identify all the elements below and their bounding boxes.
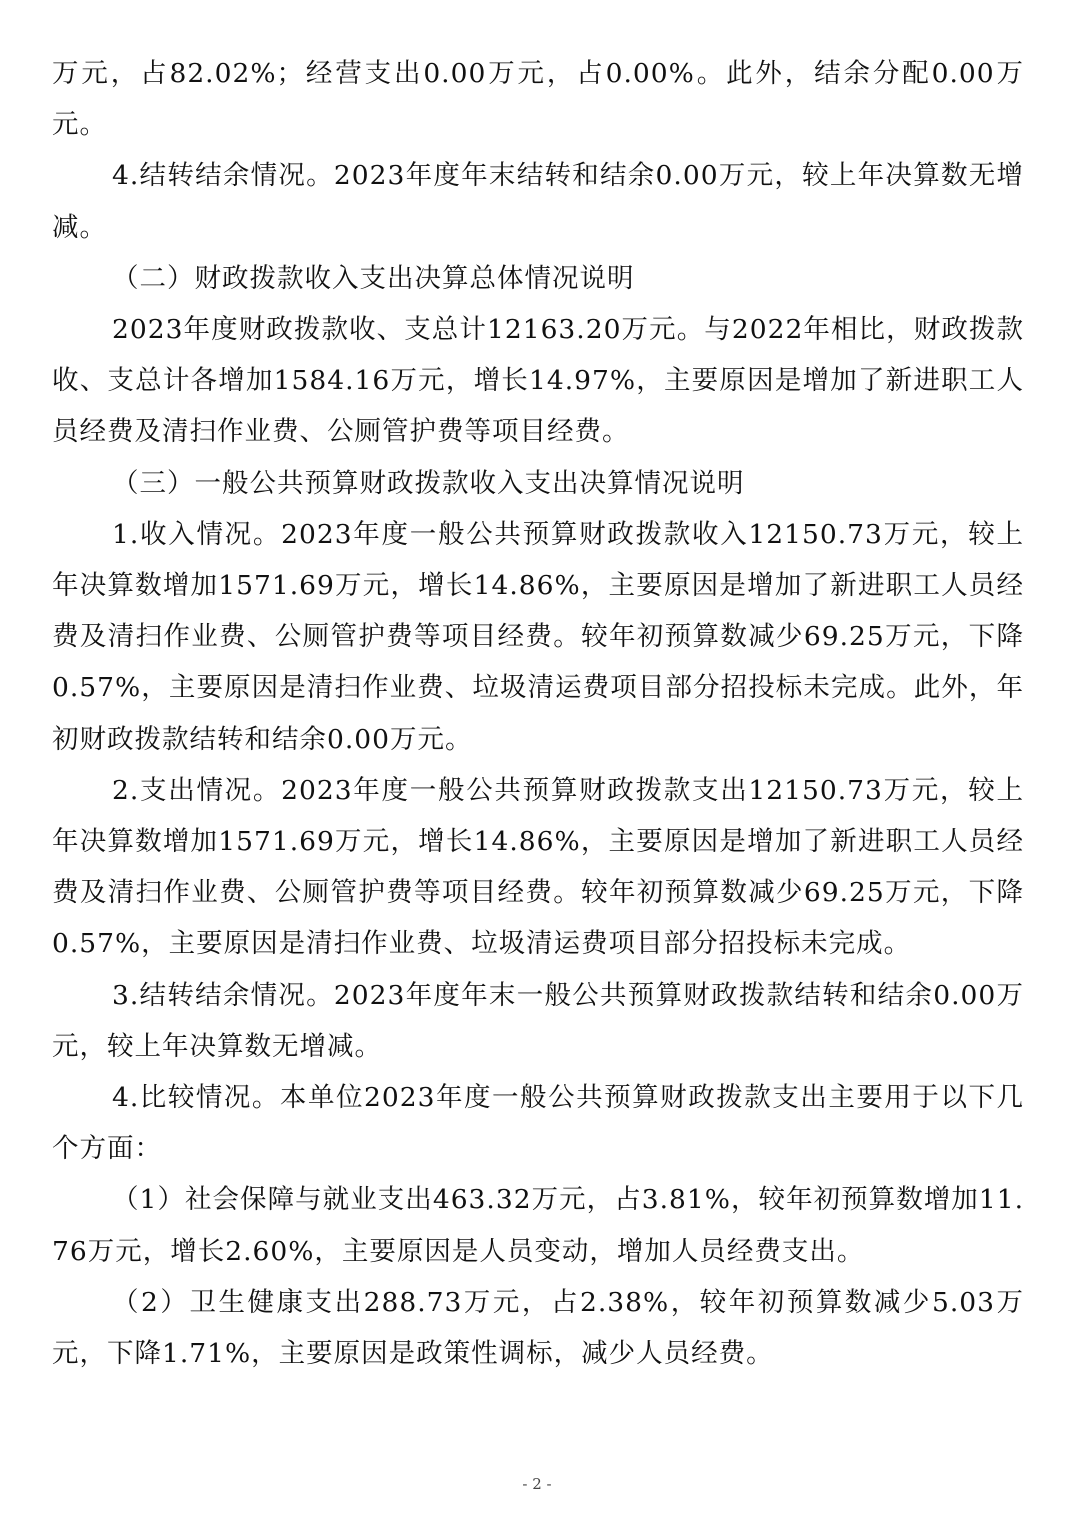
paragraph-expenditure: 2.支出情况。2023年度一般公共预算财政拨款支出12150.73万元，较上年决算数增加1571.69万元，增长14.86%，主要原因是增加了新进职工人员经费及清扫作业费、公厕管护费等项目经费。较年初预算数减少69.25万元，下降0.57%，主要原因是清扫作业费、垃圾清运费项目部分招投标未完成。 [52, 774, 1024, 960]
paragraph-balance: 3.结转结余情况。2023年度年末一般公共预算财政拨款结转和结余0.00万元，较上年决算数无增减。 [52, 979, 1024, 1062]
page-number: - 2 - [522, 1475, 552, 1493]
paragraph-fiscal-appropriation-total: 2023年度财政拨款收、支总计12163.20万元。与2022年相比，财政拨款收、支总计各增加1584.16万元，增长14.97%，主要原因是增加了新进职工人员经费及清扫作业费、公厕管护费等项目经费。 [52, 314, 1024, 448]
paragraph-continuation: 万元，占82.02%；经营支出0.00万元，占0.00%。此外，结余分配0.00万元。 [52, 58, 1024, 141]
section-heading-general-public-budget: （三）一般公共预算财政拨款收入支出决算情况说明 [112, 467, 745, 499]
paragraph-social-security: （1）社会保障与就业支出463.32万元，占3.81%，较年初预算数增加11.76万元，增长2.60%，主要原因是人员变动，增加人员经费支出。 [52, 1184, 1024, 1267]
section-heading-fiscal-appropriation: （二）财政拨款收入支出决算总体情况说明 [112, 262, 635, 294]
paragraph-health: （2）卫生健康支出288.73万元，占2.38%，较年初预算数减少5.03万元，下降1.71%，主要原因是政策性调标，减少人员经费。 [52, 1286, 1024, 1370]
paragraph-income: 1.收入情况。2023年度一般公共预算财政拨款收入12150.73万元，较上年决算数增加1571.69万元，增长14.86%，主要原因是增加了新进职工人员经费及清扫作业费、公厕管护费等项目经费。较年初预算数减少69.25万元，下降0.57%，主要原因是清扫作业费、垃圾清运费项目部分招投标未完成。此外，年初财政拨款结转和结余0.00万元。 [52, 518, 1024, 755]
paragraph-carryover-balance: 4.结转结余情况。2023年度年末结转和结余0.00万元，较上年决算数无增减。 [52, 160, 1024, 243]
document-body [52, 48, 1024, 1379]
paragraph-comparison: 4.比较情况。本单位2023年度一般公共预算财政拨款支出主要用于以下几个方面： [52, 1082, 1024, 1165]
